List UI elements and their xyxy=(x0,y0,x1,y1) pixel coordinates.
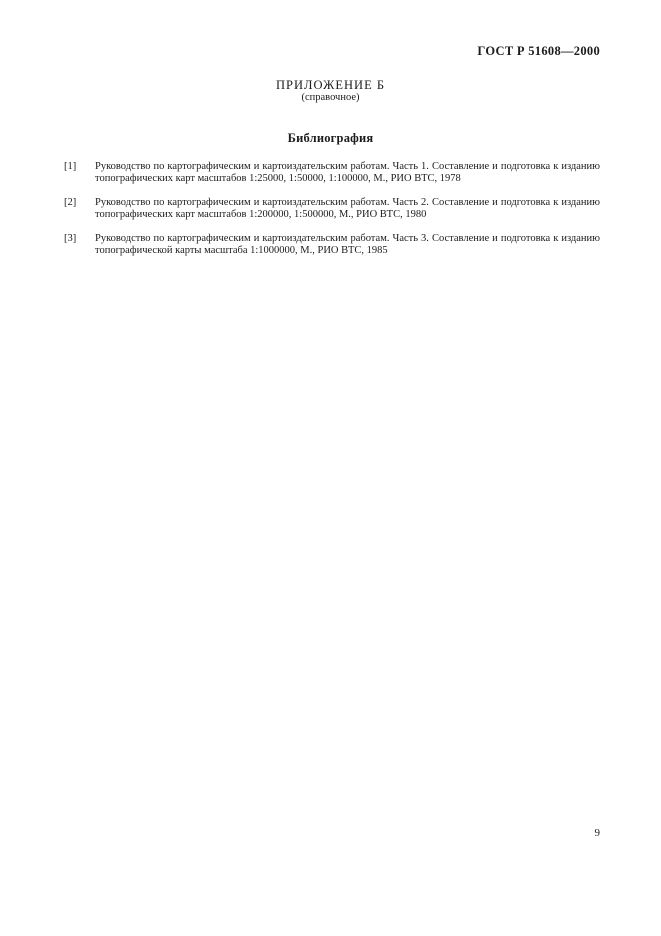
bibliography-item-number: [1] xyxy=(64,161,77,172)
document-code: ГОСТ Р 51608—2000 xyxy=(477,44,600,58)
bibliography-item-text: Руководство по картографическим и картоиздательским работам. Часть 3. Составление и подготовка к изданию топографической карты масштаба 1:1000000, М., РИО ВТС, 1985 xyxy=(95,233,600,256)
page-number: 9 xyxy=(594,827,600,839)
bibliography-item-number: [2] xyxy=(64,197,77,209)
bibliography-item xyxy=(64,161,600,184)
bibliography-item-number: [3] xyxy=(64,233,77,245)
bibliography-item xyxy=(64,197,600,220)
bibliography-item-text: Руководство по картографическим и картоиздательским работам. Часть 2. Составление и подготовка к изданию топографических карт масштабов 1:200000, 1:500000, М., РИО ВТС, 1980 xyxy=(95,197,600,220)
bibliography-list xyxy=(64,161,600,257)
bibliography-item-text: Руководство по картографическим и картоиздательским работам. Часть 1. Составление и подготовка к изданию топографических карт масштабов 1:25000, 1:50000, 1:100000, М., РИО ВТС, 1978 xyxy=(95,161,600,184)
appendix-subtitle: (справочное) xyxy=(301,92,360,103)
bibliography-item xyxy=(64,233,600,256)
appendix-title: ПРИЛОЖЕНИЕ Б xyxy=(275,78,386,92)
bibliography-heading: Библиография xyxy=(287,131,374,145)
